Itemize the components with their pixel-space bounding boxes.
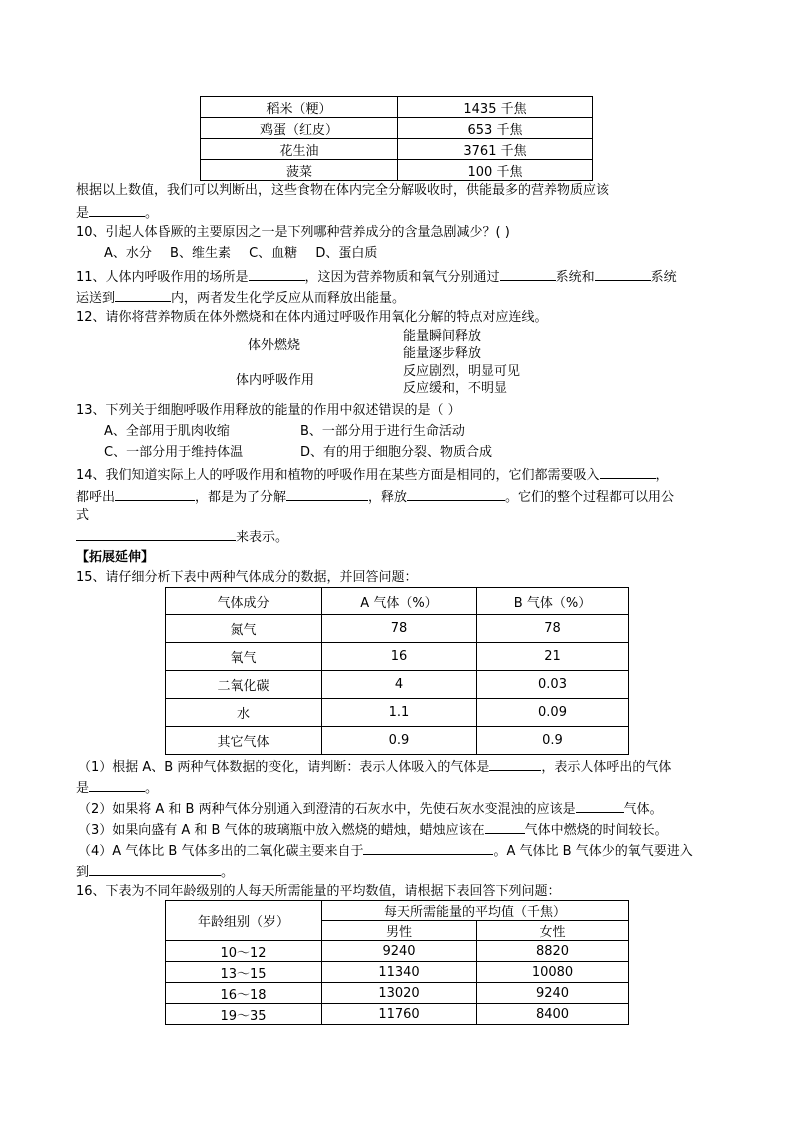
q14-line2: [76, 487, 674, 507]
q15-text: （2）如果将 A 和 B 两种气体分别通入到澄清的石灰水中，先使石灰水变混浊的应该是: [78, 802, 576, 817]
q15-text: 气体中燃烧的时间较长。: [524, 823, 668, 838]
q12-right-item: 反应剧烈，明显可见: [403, 364, 521, 379]
q15-sub1-cont: [76, 778, 158, 798]
answer-blank[interactable]: [89, 862, 221, 876]
food-energy: 653 千焦: [398, 118, 593, 139]
q11-text: 内，两者发生化学反应从而释放出能量。: [171, 291, 406, 306]
gas-b-value: 78: [477, 615, 629, 643]
food-energy-table: [200, 96, 593, 181]
gas-a-value: 78: [322, 615, 477, 643]
q12-left-item: 体内呼吸作用: [236, 373, 315, 388]
q16-stem: 16、下表为不同年龄级别的人每天所需能量的平均数值，请根据下表回答下列问题：: [76, 884, 561, 899]
q13-option-b: B、一部分用于进行生命活动: [300, 424, 465, 439]
q14-text: 。它们的整个过程都可以用公: [505, 490, 675, 505]
table-header-row: [166, 901, 629, 921]
q15-sub2: [78, 799, 663, 819]
answer-blank[interactable]: [76, 527, 236, 541]
gas-name: 二氧化碳: [166, 671, 322, 699]
food-energy: 100 千焦: [398, 160, 593, 181]
q13-option-c: C、一部分用于维持体温: [104, 445, 244, 460]
answer-blank[interactable]: [363, 841, 493, 855]
q9-line2: [76, 203, 158, 223]
q14-text: 14、我们知道实际上人的呼吸作用和植物的呼吸作用在某些方面是相同的，它们都需要吸入: [76, 468, 600, 483]
gas-b-value: 0.09: [477, 699, 629, 727]
q14-text: ，: [655, 468, 669, 483]
food-energy: 1435 千焦: [398, 97, 593, 118]
table-row: [166, 615, 629, 643]
answer-blank[interactable]: [489, 757, 541, 771]
q15-text: （1）根据 A、B 两种气体数据的变化，请判断：表示人体吸入的气体是: [78, 760, 490, 775]
column-header: 年龄组别（岁）: [166, 901, 322, 941]
q15-text: 气体。: [623, 802, 663, 817]
female-energy: 8400: [477, 1004, 629, 1025]
age-group: 16～18: [166, 983, 322, 1004]
q15-text: ，表示人体呼出的气体: [541, 760, 672, 775]
column-header: 男性: [322, 921, 477, 941]
q15-text: 。: [221, 865, 235, 880]
food-name: 鸡蛋（红皮）: [201, 118, 398, 139]
q14-line3: 式: [76, 508, 90, 523]
gas-a-value: 4: [322, 671, 477, 699]
q12-left-item: 体外燃烧: [248, 338, 301, 353]
answer-blank[interactable]: [595, 267, 651, 281]
table-row: [166, 962, 629, 983]
q14-text: ，都是为了分解: [195, 490, 287, 505]
answer-blank[interactable]: [89, 778, 145, 792]
option-c: C、血糖: [249, 246, 298, 261]
q14-text: 来表示。: [236, 530, 289, 545]
gas-b-value: 0.03: [477, 671, 629, 699]
q14-text: ，释放: [368, 490, 408, 505]
option-b: B、维生素: [170, 246, 231, 261]
female-energy: 9240: [477, 983, 629, 1004]
q15-text: 是: [76, 781, 90, 796]
q15-text: （4）A 气体比 B 气体多出的二氧化碳主要来自于: [78, 844, 364, 859]
q11-line1: [76, 267, 677, 287]
option-d: D、蛋白质: [315, 246, 378, 261]
q12-right-item: 能量瞬间释放: [403, 329, 482, 344]
q13-stem: 13、下列关于细胞呼吸作用释放的能量的作用中叙述错误的是（ ）: [76, 403, 461, 418]
table-row: [166, 643, 629, 671]
table-row: [201, 97, 593, 118]
q12-right-item: 能量逐步释放: [403, 346, 482, 361]
q12-stem: 12、请你将营养物质在体外燃烧和在体内通过呼吸作用氧化分解的特点对应连线。: [76, 310, 548, 325]
food-energy: 3761 千焦: [398, 139, 593, 160]
q11-line2: [76, 288, 405, 308]
gas-b-value: 21: [477, 643, 629, 671]
gas-b-value: 0.9: [477, 727, 629, 755]
table-row: [166, 983, 629, 1004]
q13-option-a: A、全部用于肌肉收缩: [104, 424, 230, 439]
answer-blank[interactable]: [89, 203, 145, 217]
male-energy: 13020: [322, 983, 477, 1004]
answer-blank[interactable]: [500, 267, 556, 281]
age-group: 13～15: [166, 962, 322, 983]
female-energy: 10080: [477, 962, 629, 983]
q11-text: ，这因为营养物质和氧气分别通过: [304, 270, 500, 285]
table-row: [166, 727, 629, 755]
q14-line1: [76, 465, 669, 485]
q9-line1: 根据以上数值，我们可以判断出，这些食物在体内完全分解吸收时，供能最多的营养物质应该: [76, 183, 610, 198]
q11-text: 11、人体内呼吸作用的场所是: [76, 270, 249, 285]
column-header: 气体成分: [166, 588, 322, 615]
gas-name: 氧气: [166, 643, 322, 671]
q11-text: 系统和: [555, 270, 595, 285]
q10-options: [104, 245, 377, 263]
table-row: [166, 1004, 629, 1025]
q15-sub4: [78, 841, 693, 861]
gas-a-value: 1.1: [322, 699, 477, 727]
food-name: 花生油: [201, 139, 398, 160]
answer-blank[interactable]: [407, 487, 505, 501]
gas-name: 其它气体: [166, 727, 322, 755]
male-energy: 11340: [322, 962, 477, 983]
q15-stem: 15、请仔细分析下表中两种气体成分的数据，并回答问题：: [76, 570, 418, 585]
q10-stem: 10、引起人体昏厥的主要原因之一是下列哪种营养成分的含量急剧减少？( ): [76, 225, 510, 240]
gas-composition-table: [165, 587, 629, 755]
age-group: 10～12: [166, 941, 322, 962]
answer-blank[interactable]: [576, 799, 624, 813]
table-row: [166, 671, 629, 699]
q14-text: 都呼出: [76, 490, 116, 505]
gas-a-value: 16: [322, 643, 477, 671]
option-a: A、水分: [104, 246, 152, 261]
answer-blank[interactable]: [286, 487, 368, 501]
answer-blank[interactable]: [485, 820, 525, 834]
q9-text: 是: [76, 206, 90, 221]
table-row: [201, 118, 593, 139]
table-header-row: [166, 588, 629, 615]
gas-a-value: 0.9: [322, 727, 477, 755]
q15-sub4-cont: [76, 862, 234, 882]
column-header: 女性: [477, 921, 629, 941]
male-energy: 11760: [322, 1004, 477, 1025]
answer-blank[interactable]: [115, 288, 171, 302]
q15-text: 。A 气体比 B 气体少的氧气要进入: [493, 844, 693, 859]
q15-text: （3）如果向盛有 A 和 B 气体的玻璃瓶中放入燃烧的蜡烛，蜡烛应该在: [78, 823, 485, 838]
column-header: A 气体（%）: [322, 588, 477, 615]
q12-right-item: 反应缓和，不明显: [403, 381, 508, 396]
answer-blank[interactable]: [115, 487, 195, 501]
q14-line4: [76, 527, 288, 547]
energy-needs-table: [165, 900, 629, 1025]
q15-sub1: [78, 757, 671, 777]
table-row: [166, 699, 629, 727]
column-header: 每天所需能量的平均值（千焦）: [322, 901, 629, 921]
food-name: 菠菜: [201, 160, 398, 181]
table-row: [166, 941, 629, 962]
q15-text: 到: [76, 865, 90, 880]
q11-text: 运送到: [76, 291, 116, 306]
table-row: [201, 139, 593, 160]
answer-blank[interactable]: [600, 465, 656, 479]
male-energy: 9240: [322, 941, 477, 962]
gas-name: 氮气: [166, 615, 322, 643]
gas-name: 水: [166, 699, 322, 727]
answer-blank[interactable]: [249, 267, 305, 281]
food-name: 稻米（粳）: [201, 97, 398, 118]
q13-option-d: D、有的用于细胞分裂、物质合成: [300, 445, 493, 460]
q15-sub3: [78, 820, 668, 840]
q15-text: 。: [145, 781, 159, 796]
age-group: 19～35: [166, 1004, 322, 1025]
table-row: [201, 160, 593, 181]
section-title: 【拓展延伸】: [76, 550, 155, 565]
female-energy: 8820: [477, 941, 629, 962]
q9-text: 。: [145, 206, 159, 221]
column-header: B 气体（%）: [477, 588, 629, 615]
q11-text: 系统: [650, 270, 677, 285]
